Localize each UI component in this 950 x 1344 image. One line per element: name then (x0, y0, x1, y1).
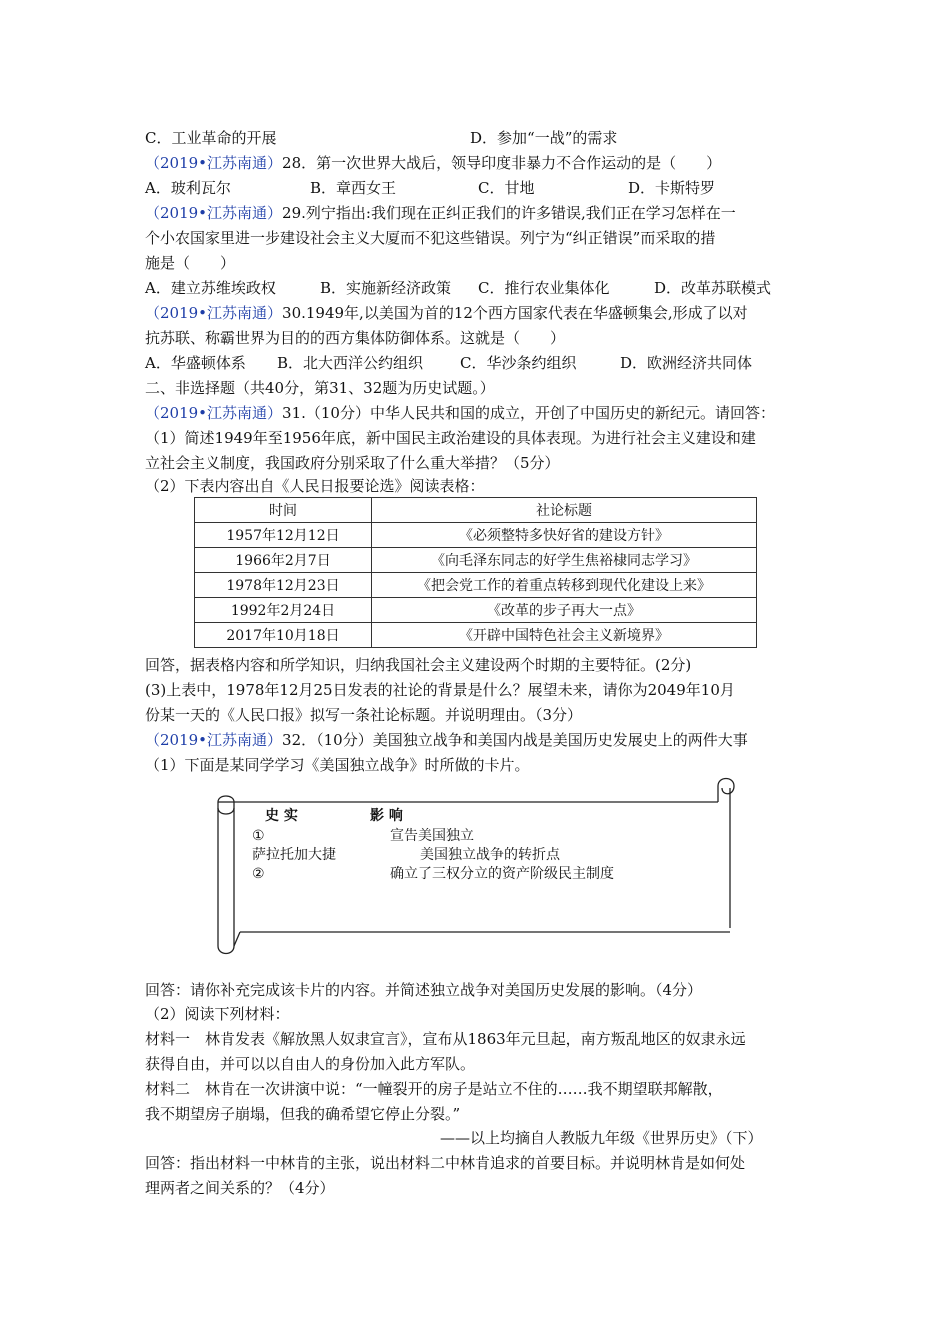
q30-option-a: A．华盛顿体系 (145, 354, 246, 372)
table-header-title: 社论标题 (372, 498, 757, 523)
table-header-row (195, 498, 757, 523)
q27-option-d: D．参加“一战”的需求 (470, 129, 618, 147)
q31-part3-line2: 份某一天的《人民口报》拟写一条社论标题。并说明理由。（3分） (145, 706, 583, 724)
table-row (195, 523, 757, 548)
material-source: ——以上均摘自人教版九年级《世界历史》（下） (440, 1129, 763, 1147)
q30-stem-2: 抗苏联、称霸世界为目的的西方集体防御体系。这就是（ ） (145, 329, 566, 347)
material2-line1: 材料二 林肯在一次讲演中说：“一幢裂开的房子是站立不住的……我不期望联邦解散， (145, 1080, 723, 1098)
q30-source: （2019•江苏南通） (145, 304, 283, 322)
table-row (195, 598, 757, 623)
card-header-fact: 史 实 (265, 808, 298, 824)
card-fact-3: ② (252, 866, 265, 882)
q28-option-a: A．玻利瓦尔 (145, 179, 231, 197)
q32-part2: （2）阅读下列材料： (145, 1005, 290, 1023)
q31-part1-line1: （1）简述1949年至1956年底，新中国民主政治建设的具体表现。为进行社会主义建设和建 (145, 429, 756, 447)
q28-stem (145, 153, 721, 173)
card-fact-1: ① (252, 828, 265, 844)
q29-source: （2019•江苏南通） (145, 204, 283, 222)
q29-option-a: A．建立苏维埃政权 (145, 279, 276, 297)
q31-part3-line1: (3)上表中，1978年12月25日发表的社论的背景是什么？展望未来，请你为2049年10月 (145, 681, 735, 699)
q31-text: 31.（10分）中华人民共和国的成立，开创了中国历史的新纪元。请回答： (282, 404, 775, 422)
q31-part2: （2）下表内容出自《人民日报要论选》阅读表格： (145, 477, 485, 495)
q29-stem-3: 施是（ ） (145, 254, 236, 272)
table-cell-date: 2017年10月18日 (195, 623, 372, 648)
table-header-time: 时间 (195, 498, 372, 523)
table-cell-date: 1966年2月7日 (195, 548, 372, 573)
q28-text: 28．第一次世界大战后，领导印度非暴力不合作运动的是（ ） (282, 154, 722, 172)
q30-text-1: 30.1949年,以美国为首的12个西方国家代表在华盛顿集会,形成了以对 (282, 304, 748, 322)
editorial-table (194, 497, 757, 648)
table-cell-title: 《必须整特多快好省的建设方针》 (372, 523, 757, 548)
q30-option-b: B．北大西洋公约组织 (277, 354, 424, 372)
q29-stem-2: 个小农国家里进一步建设社会主义大厦而不犯这些错误。列宁为“纠正错误”而采取的措 (145, 229, 716, 247)
q32-answer-2-line2: 理两者之间关系的？（4分） (145, 1179, 335, 1197)
q32-answer-2-line1: 回答：指出材料一中林肯的主张，说出材料二中林肯追求的首要目标。并说明林肯是如何处 (145, 1154, 746, 1172)
table-cell-title: 《改革的步子再大一点》 (372, 598, 757, 623)
q32-text: 32．（10分）美国独立战争和美国内战是美国历史发展史上的两件大事 (282, 731, 748, 749)
section2-heading: 二、非选择题（共40分，第31、32题为历史试题。） (145, 379, 495, 397)
q27-option-c: C．工业革命的开展 (145, 129, 277, 147)
q32-stem (145, 730, 748, 750)
table-cell-date: 1957年12月12日 (195, 523, 372, 548)
table-cell-title: 《向毛泽东同志的好学生焦裕棣同志学习》 (372, 548, 757, 573)
card-effect-2: 美国独立战争的转折点 (420, 847, 560, 863)
card-fact-2: 萨拉托加大捷 (252, 847, 336, 863)
q28-option-b: B．章西女王 (310, 179, 397, 197)
card-effect-1: 宣告美国独立 (390, 828, 474, 844)
card-effect-3: 确立了三权分立的资产阶级民主制度 (390, 866, 614, 882)
q28-source: （2019•江苏南通） (145, 154, 283, 172)
table-cell-title: 《把会党工作的着重点转移到现代化建设上来》 (372, 573, 757, 598)
q32-answer-1: 回答：请你补充完成该卡片的内容。并简述独立战争对美国历史发展的影响。（4分） (145, 981, 703, 999)
q31-source: （2019•江苏南通） (145, 404, 283, 422)
table-cell-date: 1978年12月23日 (195, 573, 372, 598)
table-cell-date: 1992年2月24日 (195, 598, 372, 623)
q28-option-c: C．甘地 (478, 179, 535, 197)
material1-line2: 获得自由，并可以以自由人的身份加入此方军队。 (145, 1055, 476, 1073)
q32-source: （2019•江苏南通） (145, 731, 283, 749)
q29-stem-1 (145, 203, 736, 223)
table-cell-title: 《开辟中国特色社会主义新境界》 (372, 623, 757, 648)
table-row (195, 548, 757, 573)
q29-text-1: 29.列宁指出:我们现在正纠正我们的许多错误,我们正在学习怎样在一 (282, 204, 736, 222)
q28-option-d: D．卡斯特罗 (628, 179, 716, 197)
material2-line2: 我不期望房子崩塌，但我的确希望它停止分裂。” (145, 1105, 461, 1123)
q31-answer-2: 回答，据表格内容和所学知识，归纳我国社会主义建设两个时期的主要特征。(2分) (145, 656, 692, 674)
material1-line1: 材料一 林肯发表《解放黑人奴隶宣言》，宣布从1863年元旦起，南方叛乱地区的奴隶永远 (145, 1030, 746, 1048)
table-row (195, 573, 757, 598)
q30-option-d: D．欧洲经济共同体 (620, 354, 753, 372)
q31-part1-line2: 立社会主义制度，我国政府分别采取了什么重大举措？（5分） (145, 454, 560, 472)
q30-stem-1 (145, 303, 748, 323)
card-header-effect: 影 响 (370, 808, 403, 824)
q29-option-c: C．推行农业集体化 (478, 279, 610, 297)
q31-stem (145, 403, 775, 423)
q29-option-d: D．改革苏联模式 (654, 279, 772, 297)
q30-option-c: C．华沙条约组织 (460, 354, 577, 372)
q29-option-b: B．实施新经济政策 (320, 279, 452, 297)
q32-part1: （1）下面是某同学学习《美国独立战争》时所做的卡片。 (145, 756, 530, 774)
table-row (195, 623, 757, 648)
